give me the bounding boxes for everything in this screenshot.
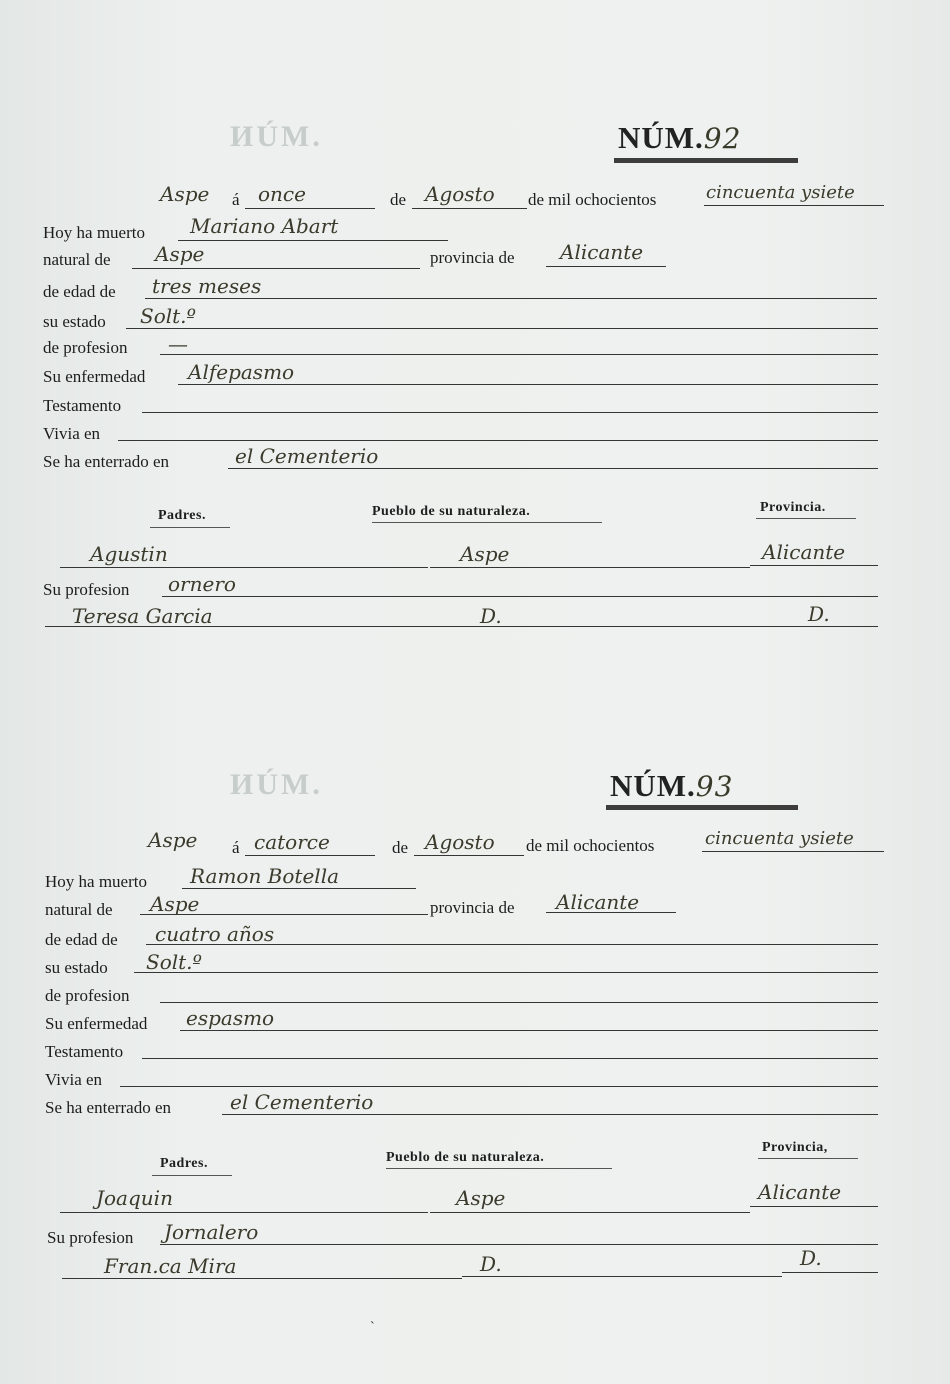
day-value: once [258,182,306,206]
father-line [60,567,428,568]
mother-name: Fran.ca Mira [104,1254,237,1278]
province-line [546,266,666,267]
status-label: su estado [43,312,106,331]
day-line [245,208,375,209]
entry-number-label: NÚM. [618,120,704,155]
month-line [414,855,524,856]
province-header-rule [756,518,856,519]
mother-birthplace-line [465,626,785,627]
native-of-line [140,914,428,915]
mother-birthplace-line [462,1276,782,1277]
lived-in-label: Vivia en [43,424,101,443]
will-line [142,1058,878,1059]
father-profession-value: ornero [168,572,236,596]
status-value: Solt.º [140,304,196,328]
province-label: provincia de [430,898,515,917]
will-label: Testamento [43,396,122,415]
father-province: Alicante [762,540,846,564]
father-profession-line [160,1244,878,1245]
father-profession-label: Su profesion [47,1228,134,1247]
province-header: Provincia, [762,1140,828,1155]
father-profession-value: Jornalero [164,1220,259,1244]
parents-header-rule [150,527,230,528]
birthplace-header: Pueblo de su naturaleza. [372,504,531,519]
birthplace-header-rule [372,522,602,523]
status-label: su estado [45,958,108,977]
province-header-rule [758,1158,858,1159]
father-birthplace: Aspe [460,542,510,566]
native-of-value: Aspe [155,242,205,266]
deceased-name: Ramon Botella [190,864,340,888]
year-line [702,851,884,852]
father-province-line [750,1206,878,1207]
province-label: provincia de [430,248,515,267]
birthplace-header: Pueblo de su naturaleza. [386,1150,545,1165]
age-line [145,298,877,299]
profession-line [160,354,878,355]
profession-line [160,1002,878,1003]
buried-line [222,1114,878,1115]
bleed-through-heading: ИÚM. [230,120,323,153]
lived-in-line [120,1086,878,1087]
mother-province: D. [800,1246,822,1270]
province-value: Alicante [556,890,640,914]
deceased-name: Mariano Abart [190,214,339,238]
native-of-label: natural de [43,250,111,269]
buried-value: el Cementerio [230,1090,374,1114]
a-label: á [232,190,240,209]
ink-mark: ˋ [370,1320,375,1335]
buried-label: Se ha enterrado en [43,452,170,471]
died-label: Hoy ha muerto [45,872,147,891]
age-line [146,944,878,945]
lived-in-label: Vivia en [45,1070,103,1089]
lived-in-line [118,440,878,441]
bleed-through-heading: ИÚM. [230,768,323,801]
age-value: cuatro años [155,922,275,946]
entry-number [610,768,733,804]
birthplace-header-rule [386,1168,612,1169]
de-label: de [392,838,409,857]
profession-label: de profesion [45,986,130,1005]
province-value: Alicante [560,240,644,264]
age-label: de edad de [43,282,116,301]
month-value: Agosto [425,830,495,854]
year-line [704,205,884,206]
parents-header: Padres. [160,1156,208,1171]
native-of-line [132,268,420,269]
illness-line [180,1030,878,1031]
name-line [182,888,416,889]
status-value: Solt.º [146,950,202,974]
father-name: Joaquin [96,1186,173,1210]
day-line [245,855,375,856]
status-line [126,328,878,329]
father-profession-line [162,596,878,597]
illness-value: espasmo [186,1006,275,1030]
number-rule [614,158,798,163]
died-label: Hoy ha muerto [43,223,145,242]
year-value: cincuenta ysiete [706,182,855,203]
parents-header-rule [152,1175,232,1176]
buried-label: Se ha enterrado en [45,1098,172,1117]
de-label: de [390,190,407,209]
illness-line [178,384,878,385]
illness-label: Su enfermedad [43,367,146,386]
will-line [142,412,878,413]
father-birthplace-line [430,567,750,568]
profession-value: — [168,332,188,356]
month-value: Agosto [425,182,495,206]
mother-province: D. [808,602,830,626]
mother-province-line [785,626,878,627]
name-line [178,240,448,241]
mother-line [45,626,465,627]
father-birthplace-line [430,1212,750,1213]
mother-name: Teresa Garcia [72,604,213,628]
illness-value: Alfepasmo [188,360,295,384]
mother-province-line [782,1272,878,1273]
mother-line [62,1278,462,1279]
province-line [546,912,676,913]
father-province: Alicante [758,1180,842,1204]
year-prefix-label: de mil ochocientos [526,836,655,855]
entry-number-value: 93 [695,770,734,803]
town-value: Aspe [160,182,210,206]
father-line [60,1212,428,1213]
father-profession-label: Su profesion [43,580,130,599]
father-birthplace: Aspe [456,1186,506,1210]
age-value: tres meses [152,274,262,298]
father-province-line [750,565,878,566]
day-value: catorce [254,830,330,854]
province-header: Provincia. [760,500,826,515]
illness-label: Su enfermedad [45,1014,148,1033]
number-rule [606,805,798,810]
parents-header: Padres. [158,508,206,523]
a-label: á [232,838,240,857]
year-value: cincuenta ysiete [705,828,854,849]
entry-number-label: NÚM. [610,768,696,803]
entry-number [618,120,741,156]
native-of-label: natural de [45,900,113,919]
native-of-value: Aspe [150,892,200,916]
buried-line [228,468,878,469]
buried-value: el Cementerio [235,444,379,468]
age-label: de edad de [45,930,118,949]
father-name: Agustin [90,542,168,566]
mother-birthplace: D. [480,1252,502,1276]
month-line [412,208,527,209]
entry-number-value: 92 [703,122,742,155]
profession-label: de profesion [43,338,128,357]
status-line [134,972,878,973]
town-value: Aspe [148,828,198,852]
year-prefix-label: de mil ochocientos [528,190,657,209]
mother-birthplace: D. [480,604,502,628]
will-label: Testamento [45,1042,124,1061]
